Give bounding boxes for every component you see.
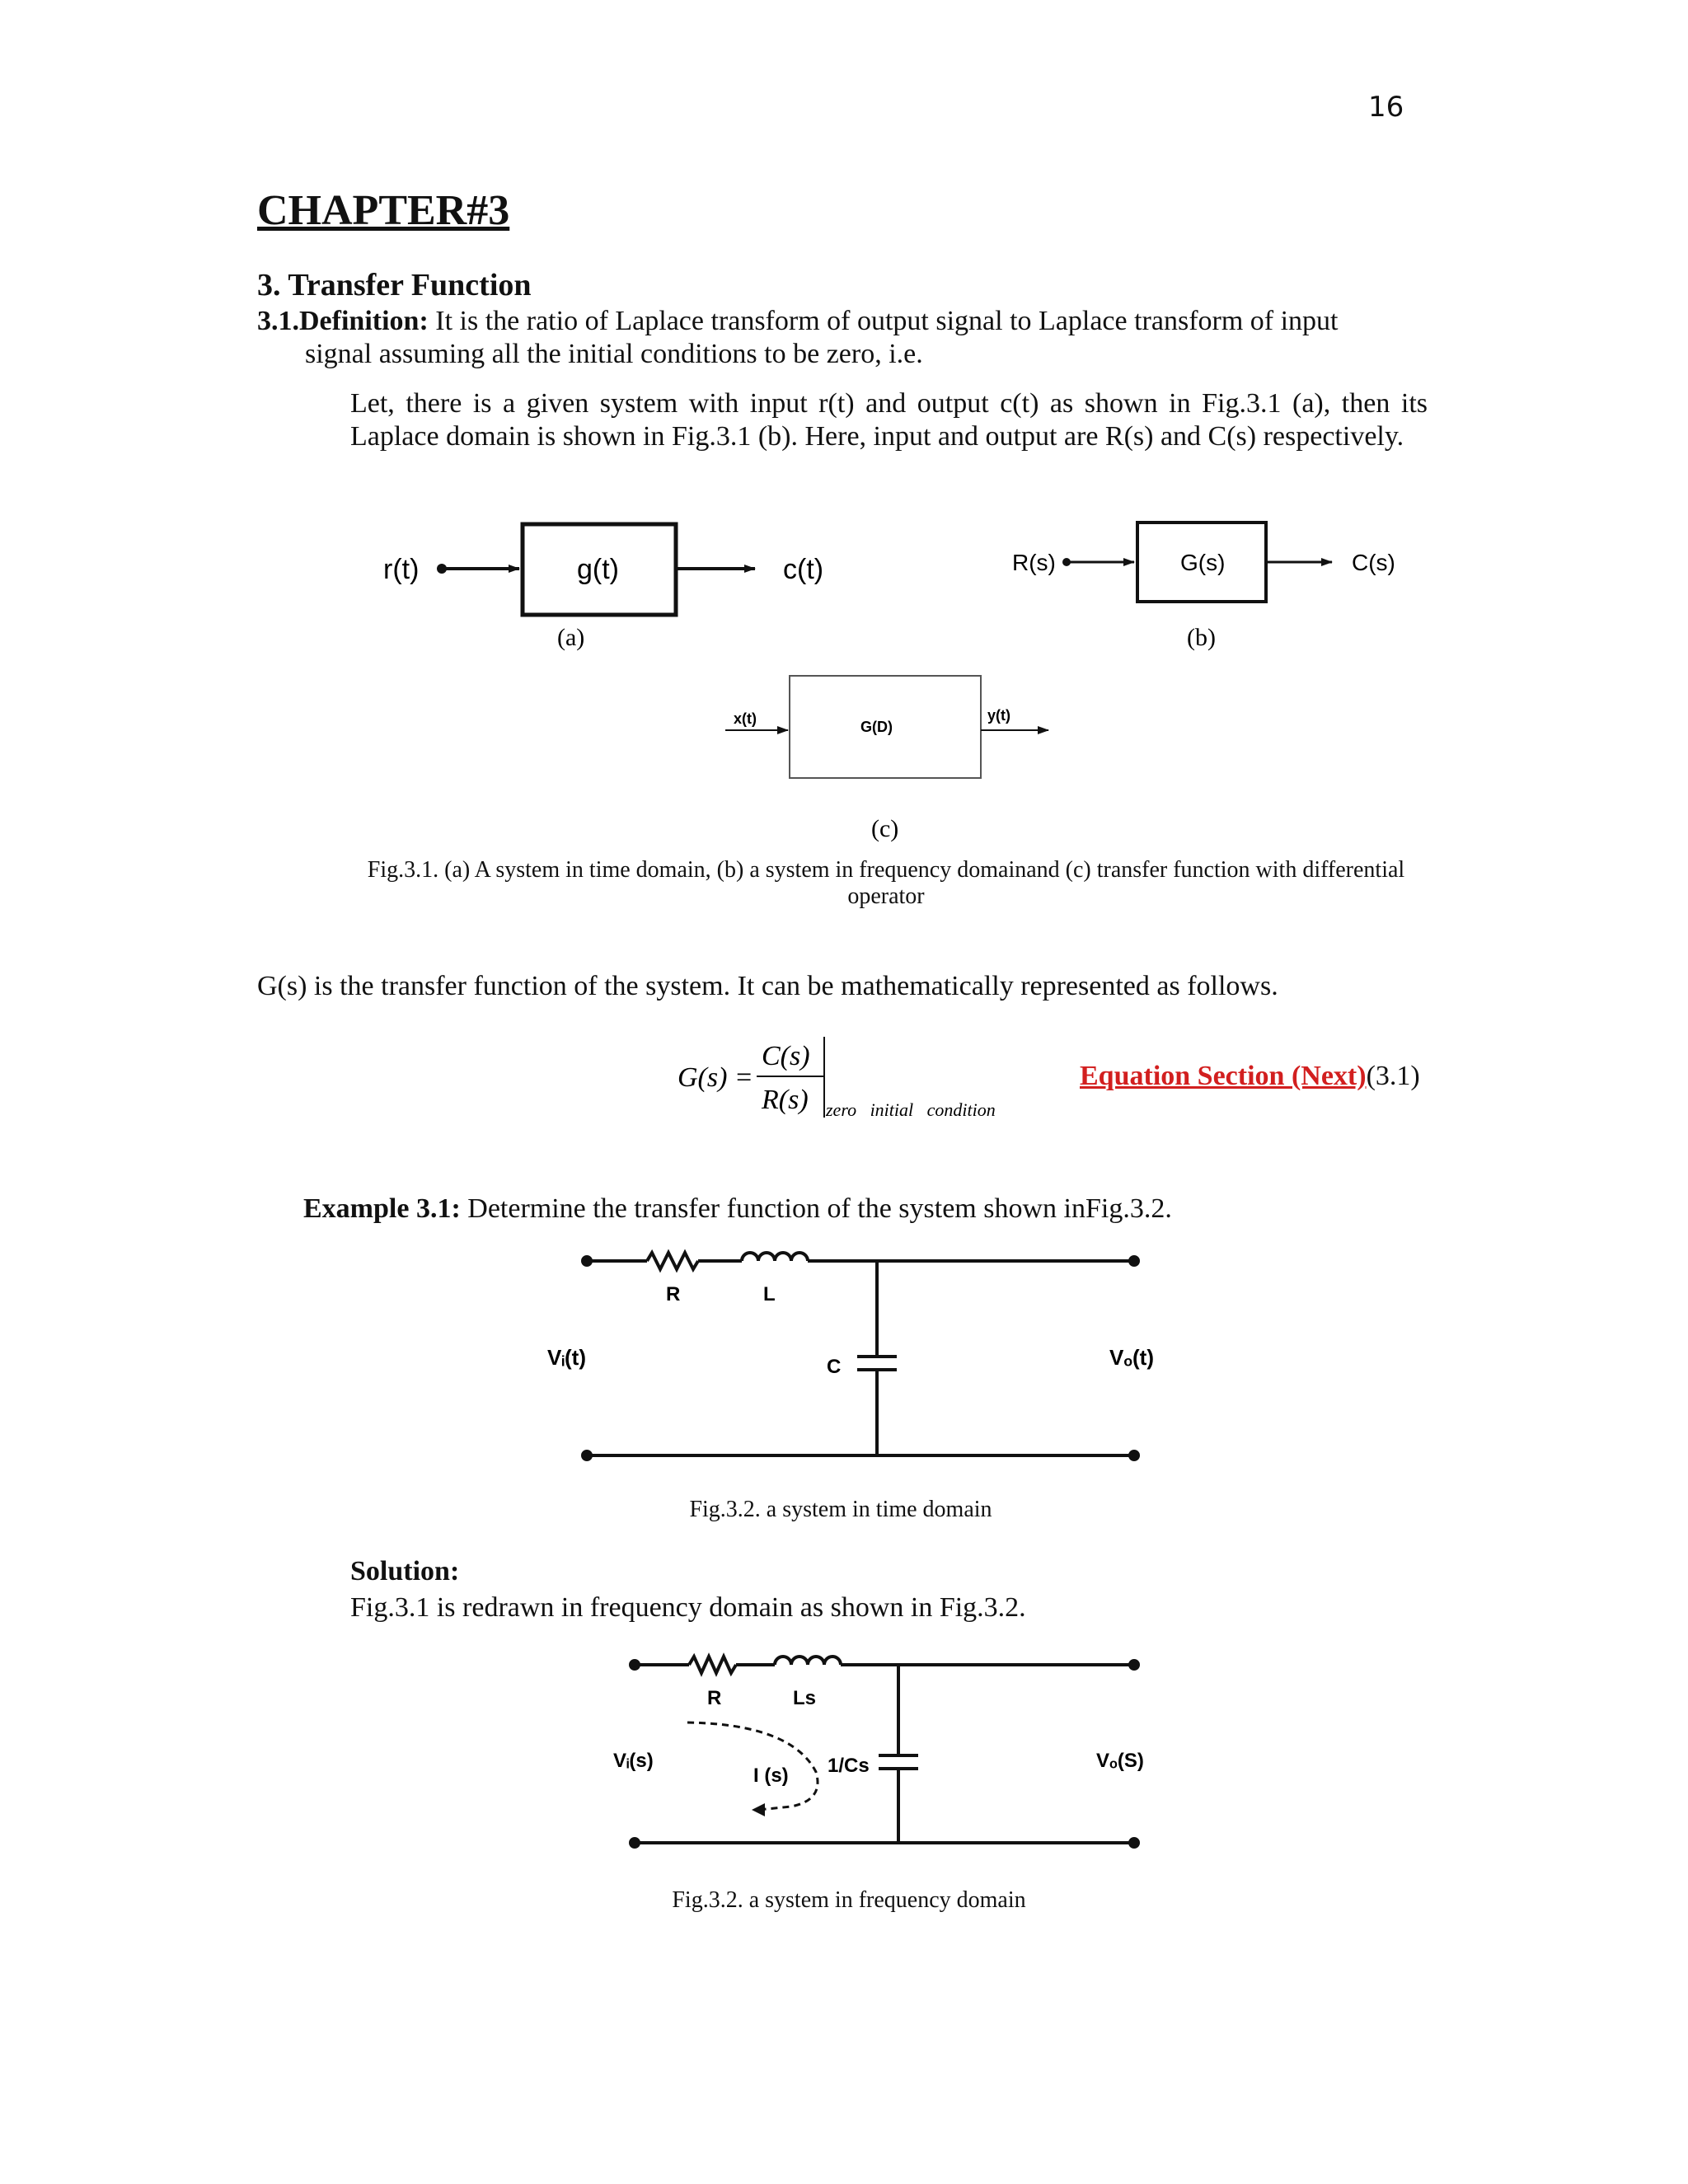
section-title: 3. Transfer Function [257, 268, 532, 302]
fig32a-L: L [763, 1283, 776, 1305]
fig32b-current-arrowhead [752, 1803, 765, 1816]
definition-line2: signal assuming all the initial conditions to be zero, i.e. [305, 339, 923, 369]
equation-block [678, 1037, 996, 1120]
page-number: 16 [1368, 91, 1404, 124]
equation-reference [1080, 1061, 1420, 1092]
fig31c-output-label: y(t) [987, 707, 1010, 724]
fig32b-circuit [631, 1657, 1138, 1847]
definition-label: Definition: [299, 306, 429, 336]
example-text: Determine the transfer function of the system shown inFig.3.2. [467, 1193, 1172, 1224]
fig31c-label: (c) [871, 815, 899, 842]
fig32a-vout: Vₒ(t) [1109, 1345, 1154, 1370]
intro-paragraph: Let, there is a given system with input r(t) and output c(t) as shown in Fig.3.1 (a), then its Laplace domain is shown in Fig.3.1 (b). Here, input and output are R(s) and C(s) respectively. [350, 388, 1428, 452]
fig32a-caption: Fig.3.2. a system in time domain [689, 1497, 992, 1522]
fig31a-label: (a) [557, 624, 585, 651]
fig32b-R: R [707, 1687, 722, 1709]
example-label: Example 3.1: [303, 1193, 461, 1224]
fig32b-labels [613, 1687, 1144, 1787]
fig32b-vout: Vₒ(S) [1096, 1750, 1144, 1772]
fig32b-C: 1/Cs [828, 1755, 870, 1777]
equation-numerator: C(s) [762, 1041, 810, 1071]
fig31c-input-label: x(t) [734, 710, 757, 727]
fig32b-vin: Vᵢ(s) [613, 1750, 654, 1772]
fig31a-diagram [383, 524, 823, 651]
fig31a-block-label: g(t) [577, 554, 619, 585]
transfer-function-text: G(s) is the transfer function of the system. It can be mathematically represented as follows. [257, 971, 1278, 1001]
equation-denominator: R(s) [762, 1085, 809, 1115]
fig32b-L: Ls [793, 1687, 817, 1709]
fig31b-block-label: G(s) [1180, 550, 1226, 575]
fig31-caption-line1: Fig.3.1. (a) A system in time domain, (b) a system in frequency domainand (c) transfer function with differential [367, 857, 1405, 883]
fig32a-vin: Vᵢ(t) [547, 1345, 586, 1370]
fig32a-R: R [666, 1283, 681, 1305]
fig31-caption-line2: operator [847, 883, 925, 909]
fig32b-I: I (s) [753, 1765, 789, 1787]
fig31b-diagram [1012, 523, 1395, 651]
equation-number: (3.1) [1366, 1061, 1420, 1091]
solution-label: Solution: [350, 1556, 460, 1586]
equation-subscript: zero initial condition [826, 1099, 996, 1120]
fig31c-block-label: G(D) [860, 719, 893, 735]
fig32a-C: C [827, 1356, 842, 1378]
equation-section-link[interactable]: Equation Section (Next) [1080, 1061, 1367, 1091]
example-heading [303, 1193, 1172, 1225]
definition-number: 3.1. [257, 306, 299, 336]
definition-text-1: It is the ratio of Laplace transform of output signal to Laplace transform of input [435, 306, 1339, 336]
fig31a-input-label: r(t) [383, 554, 420, 585]
fig31b-output-label: C(s) [1352, 550, 1395, 575]
fig31b-input-label: R(s) [1012, 550, 1056, 575]
fig31b-label: (b) [1187, 624, 1216, 651]
solution-text: Fig.3.1 is redrawn in frequency domain as shown in Fig.3.2. [350, 1592, 1026, 1623]
equation-lhs: G(s) = [678, 1062, 753, 1093]
fig31c-diagram [725, 676, 1048, 842]
fig32b-caption: Fig.3.2. a system in frequency domain [672, 1887, 1026, 1913]
fig32a-labels [547, 1283, 1154, 1378]
fig31a-output-label: c(t) [783, 554, 824, 585]
chapter-title: CHAPTER#3 [257, 187, 510, 234]
